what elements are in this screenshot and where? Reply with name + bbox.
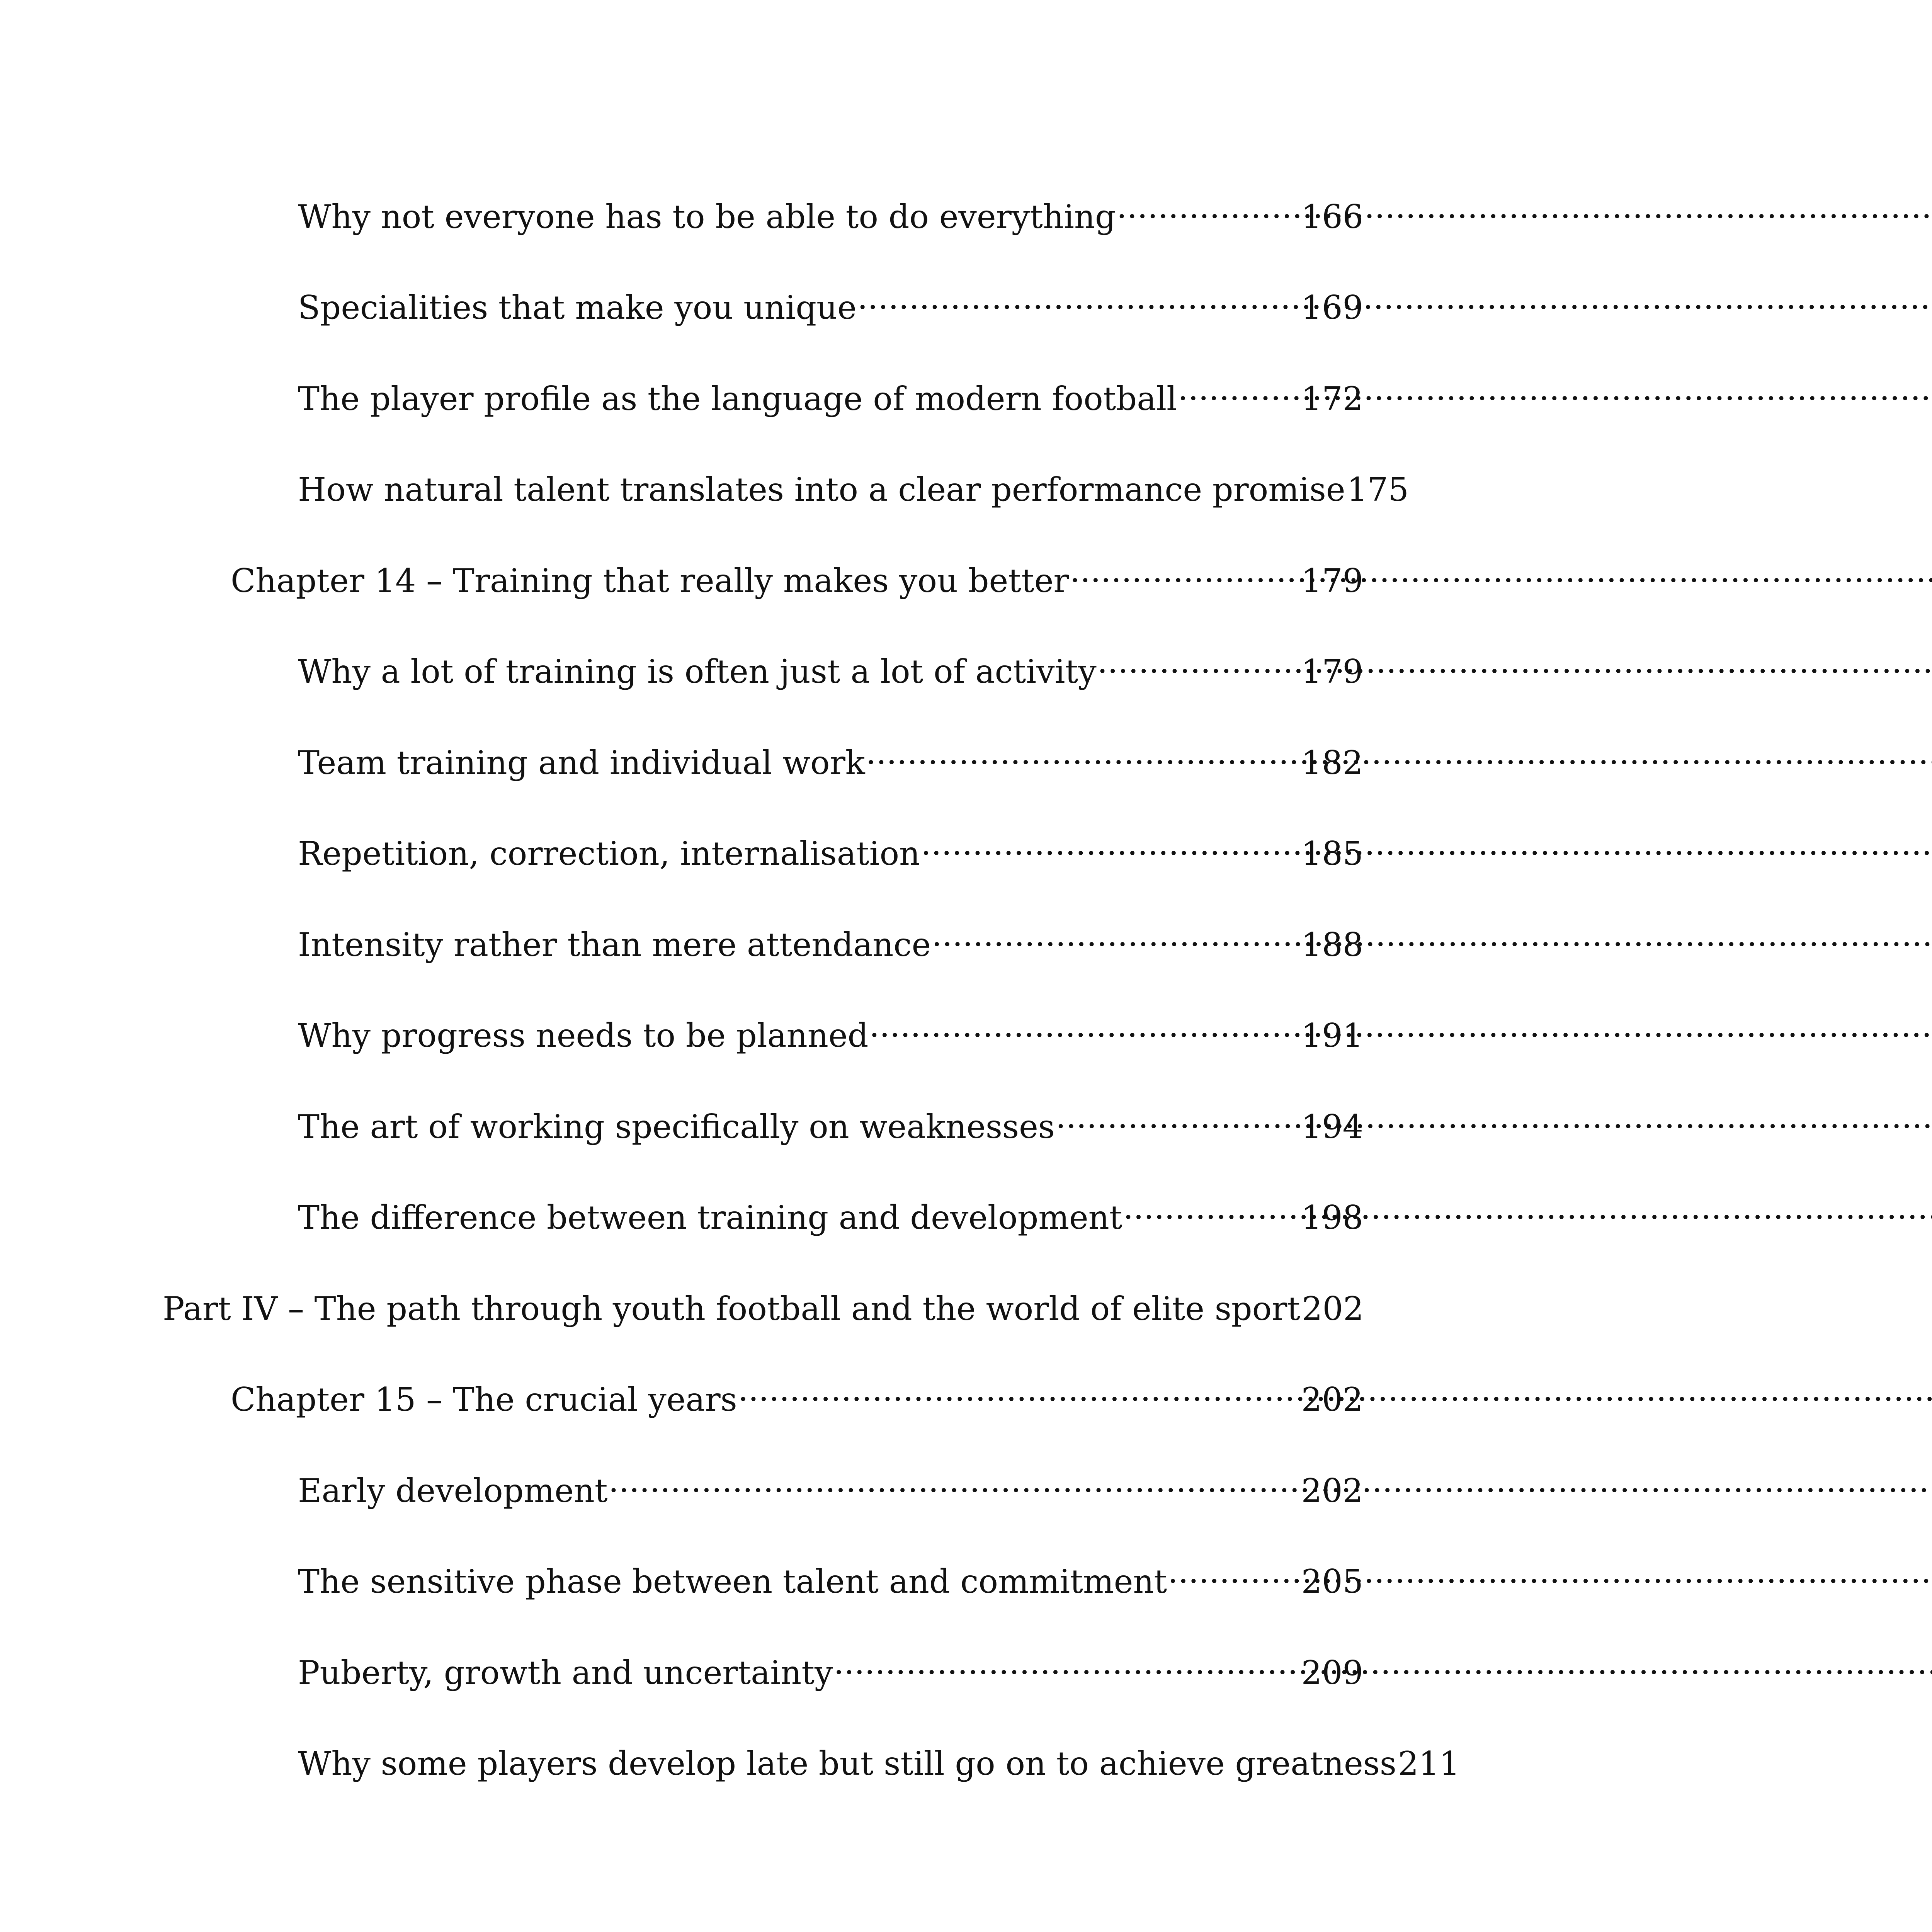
toc-entry-page: 179	[1301, 562, 1363, 600]
toc-entry-section[interactable]	[298, 1095, 1363, 1146]
toc-entry-title: Why not everyone has to be able to do everything	[298, 198, 1116, 236]
toc-entry-title: Why some players develop late but still go on to achieve greatness	[298, 1745, 1396, 1782]
toc-entry-page: 172	[1301, 380, 1363, 418]
dot-leader	[1168, 1550, 1301, 1593]
toc-entry-title: Why a lot of training is often just a lot of activity	[298, 653, 1097, 690]
toc-entry-page: 209	[1301, 1654, 1363, 1692]
toc-entry-title: The difference between training and development	[298, 1199, 1122, 1236]
toc-entry-section[interactable]	[298, 822, 1363, 872]
toc-entry-section[interactable]	[298, 731, 1363, 782]
toc-entry-page: 175	[1347, 471, 1409, 509]
toc-entry-section[interactable]	[298, 367, 1363, 418]
toc-entry-section[interactable]	[298, 185, 1363, 236]
toc-entry-title: Repetition, correction, internalisation	[298, 835, 920, 872]
toc-entry-page: 188	[1301, 926, 1363, 964]
toc-entry-page: 191	[1301, 1017, 1363, 1054]
dot-leader	[857, 276, 1301, 319]
toc-entry-page: 169	[1301, 289, 1363, 327]
toc-entry-title: The player profile as the language of modern football	[298, 380, 1177, 418]
toc-entry-section[interactable]	[298, 640, 1363, 690]
toc-entry-chapter[interactable]	[231, 549, 1363, 600]
toc-entry-title: Team training and individual work	[298, 744, 865, 782]
dot-leader	[609, 1459, 1301, 1502]
toc-entry-page: 211	[1398, 1745, 1460, 1782]
toc-entry-section[interactable]	[298, 276, 1363, 327]
toc-entry-title: Part IV – The path through youth football and the world of elite sport	[163, 1290, 1301, 1328]
toc-entry-section[interactable]	[298, 1186, 1363, 1236]
toc-entry-section[interactable]	[298, 913, 1363, 964]
toc-entry-page: 205	[1301, 1563, 1363, 1600]
toc-entry-title: How natural talent translates into a clear performance promise	[298, 471, 1345, 509]
toc-entry-section[interactable]	[298, 1641, 1363, 1692]
toc-entry-title: Specialities that make you unique	[298, 289, 857, 327]
dot-leader	[869, 1004, 1300, 1047]
toc-entry-chapter[interactable]	[231, 1368, 1363, 1418]
toc-entry-title: Chapter 15 – The crucial years	[231, 1381, 737, 1418]
toc-entry-title: Early development	[298, 1472, 608, 1510]
toc-entry-title: The art of working specifically on weaknesses	[298, 1108, 1055, 1146]
toc-entry-page: 202	[1301, 1472, 1363, 1510]
dot-leader	[1178, 367, 1301, 410]
toc-entry-page: 202	[1302, 1290, 1364, 1328]
toc-entry-title: Why progress needs to be planned	[298, 1017, 869, 1054]
toc-entry-title: Puberty, growth and uncertainty	[298, 1654, 833, 1692]
dot-leader	[1123, 1186, 1300, 1229]
toc-entry-section[interactable]	[298, 1732, 1460, 1782]
dot-leader	[1070, 549, 1301, 592]
toc-entry-section[interactable]	[298, 458, 1409, 509]
dot-leader	[921, 822, 1301, 865]
dot-leader	[833, 1641, 1300, 1684]
toc-entry-section[interactable]	[298, 1459, 1363, 1510]
dot-leader	[1097, 640, 1301, 683]
dot-leader	[1056, 1095, 1301, 1138]
toc-entry-page: 194	[1301, 1108, 1363, 1146]
toc-entry-page: 202	[1301, 1381, 1363, 1418]
dot-leader	[738, 1368, 1301, 1411]
toc-entry-title: The sensitive phase between talent and commitment	[298, 1563, 1167, 1600]
toc-entry-section[interactable]	[298, 1550, 1363, 1600]
toc-entry-page: 185	[1301, 835, 1363, 872]
toc-entry-title: Intensity rather than mere attendance	[298, 926, 931, 964]
dot-leader	[866, 731, 1301, 774]
toc-entry-page: 166	[1301, 198, 1363, 236]
toc-entry-page: 198	[1301, 1199, 1363, 1236]
toc-entry-page: 179	[1301, 653, 1363, 690]
dot-leader	[932, 913, 1300, 956]
toc-entry-page: 182	[1301, 744, 1363, 782]
toc-entry-title: Chapter 14 – Training that really makes you better	[231, 562, 1069, 600]
dot-leader	[1117, 185, 1301, 228]
toc-entry-part[interactable]	[163, 1277, 1364, 1328]
toc-entry-section[interactable]	[298, 1004, 1363, 1054]
